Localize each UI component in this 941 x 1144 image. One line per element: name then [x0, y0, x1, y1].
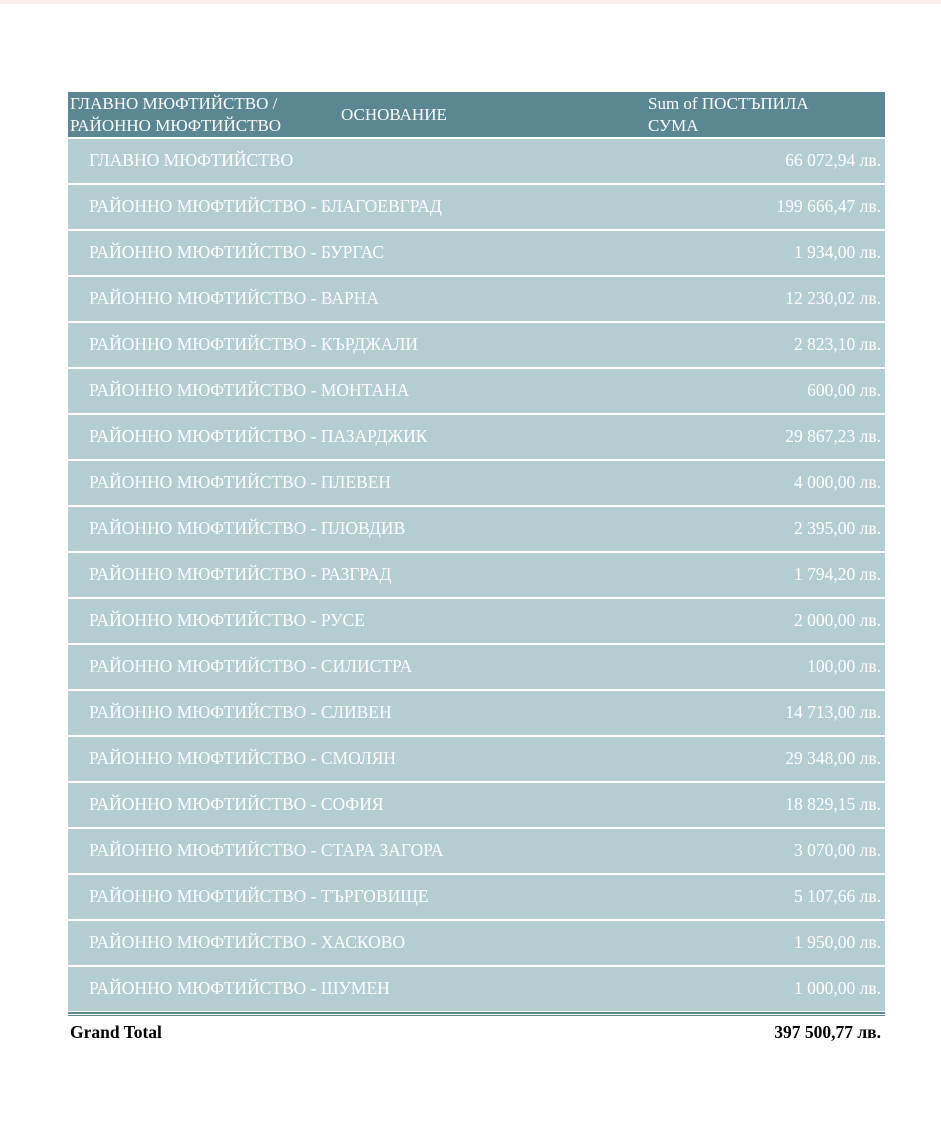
row-amount: 29 867,23 лв.	[785, 426, 881, 446]
row-amount: 1 000,00 лв.	[794, 978, 881, 998]
row-office-name: РАЙОННО МЮФТИЙСТВО - БУРГАС	[89, 242, 385, 262]
row-office-name: РАЙОННО МЮФТИЙСТВО - КЪРДЖАЛИ	[89, 334, 419, 354]
row-office-name: РАЙОННО МЮФТИЙСТВО - ШУМЕН	[89, 978, 390, 998]
table-row	[68, 231, 885, 275]
row-office-name: РАЙОННО МЮФТИЙСТВО - МОНТАНА	[89, 380, 410, 400]
row-office-name: РАЙОННО МЮФТИЙСТВО - СИЛИСТРА	[89, 656, 413, 676]
row-amount: 100,00 лв.	[807, 656, 881, 676]
grand-total-row	[70, 1022, 881, 1046]
table-row	[68, 737, 885, 781]
header-mufti-office: ГЛАВНО МЮФТИЙСТВО / РАЙОННО МЮФТИЙСТВО	[70, 94, 282, 135]
row-office-name: РАЙОННО МЮФТИЙСТВО - СЛИВЕН	[89, 702, 392, 722]
row-amount: 1 950,00 лв.	[794, 932, 881, 952]
table-row	[68, 369, 885, 413]
row-office-name: РАЙОННО МЮФТИЙСТВО - ВАРНА	[89, 288, 380, 308]
table-header	[68, 92, 885, 137]
header-basis: ОСНОВАНИЕ	[341, 105, 447, 124]
grand-total-label: Grand Total	[70, 1022, 162, 1042]
row-amount: 18 829,15 лв.	[785, 794, 881, 814]
table-row	[68, 599, 885, 643]
table-row	[68, 691, 885, 735]
row-amount: 12 230,02 лв.	[785, 288, 881, 308]
table-row	[68, 553, 885, 597]
row-office-name: РАЙОННО МЮФТИЙСТВО - БЛАГОЕВГРАД	[89, 196, 442, 216]
row-office-name: РАЙОННО МЮФТИЙСТВО - СТАРА ЗАГОРА	[89, 840, 444, 860]
table-body	[68, 139, 885, 1011]
table-bottom-rule	[68, 1012, 885, 1014]
row-office-name: РАЙОННО МЮФТИЙСТВО - ПАЗАРДЖИК	[89, 426, 428, 446]
row-amount: 14 713,00 лв.	[785, 702, 881, 722]
row-amount: 600,00 лв.	[807, 380, 881, 400]
table-row	[68, 139, 885, 183]
table-row	[68, 921, 885, 965]
table-row	[68, 461, 885, 505]
row-amount: 2 823,10 лв.	[794, 334, 881, 354]
table-bottom-rule-thin	[68, 1015, 885, 1016]
row-amount: 29 348,00 лв.	[785, 748, 881, 768]
row-office-name: ГЛАВНО МЮФТИЙСТВО	[89, 150, 294, 170]
table-row	[68, 783, 885, 827]
table-row	[68, 507, 885, 551]
row-office-name: РАЙОННО МЮФТИЙСТВО - ПЛОВДИВ	[89, 518, 406, 538]
table-row	[68, 277, 885, 321]
top-band	[0, 0, 941, 4]
row-office-name: РАЙОННО МЮФТИЙСТВО - ПЛЕВЕН	[89, 472, 392, 492]
row-amount: 1 934,00 лв.	[794, 242, 881, 262]
row-office-name: РАЙОННО МЮФТИЙСТВО - РАЗГРАД	[89, 564, 392, 584]
header-sum-received: Sum of ПОСТЪПИЛА СУМА	[648, 94, 809, 135]
row-amount: 3 070,00 лв.	[794, 840, 881, 860]
table-row	[68, 967, 885, 1011]
row-amount: 1 794,20 лв.	[794, 564, 881, 584]
grand-total-value: 397 500,77 лв.	[774, 1022, 881, 1042]
row-amount: 66 072,94 лв.	[785, 150, 881, 170]
row-amount: 199 666,47 лв.	[776, 196, 881, 216]
row-amount: 2 395,00 лв.	[794, 518, 881, 538]
row-office-name: РАЙОННО МЮФТИЙСТВО - РУСЕ	[89, 610, 365, 630]
table-row	[68, 645, 885, 689]
row-office-name: РАЙОННО МЮФТИЙСТВО - СМОЛЯН	[89, 748, 397, 768]
table-row	[68, 415, 885, 459]
table-row	[68, 323, 885, 367]
row-amount: 4 000,00 лв.	[794, 472, 881, 492]
row-amount: 5 107,66 лв.	[794, 886, 881, 906]
row-office-name: РАЙОННО МЮФТИЙСТВО - СОФИЯ	[89, 794, 384, 814]
table-row	[68, 185, 885, 229]
table-row	[68, 829, 885, 873]
row-office-name: РАЙОННО МЮФТИЙСТВО - ТЪРГОВИЩЕ	[89, 886, 429, 906]
donations-table	[68, 92, 885, 1016]
row-amount: 2 000,00 лв.	[794, 610, 881, 630]
row-office-name: РАЙОННО МЮФТИЙСТВО - ХАСКОВО	[89, 932, 406, 952]
table-row	[68, 875, 885, 919]
